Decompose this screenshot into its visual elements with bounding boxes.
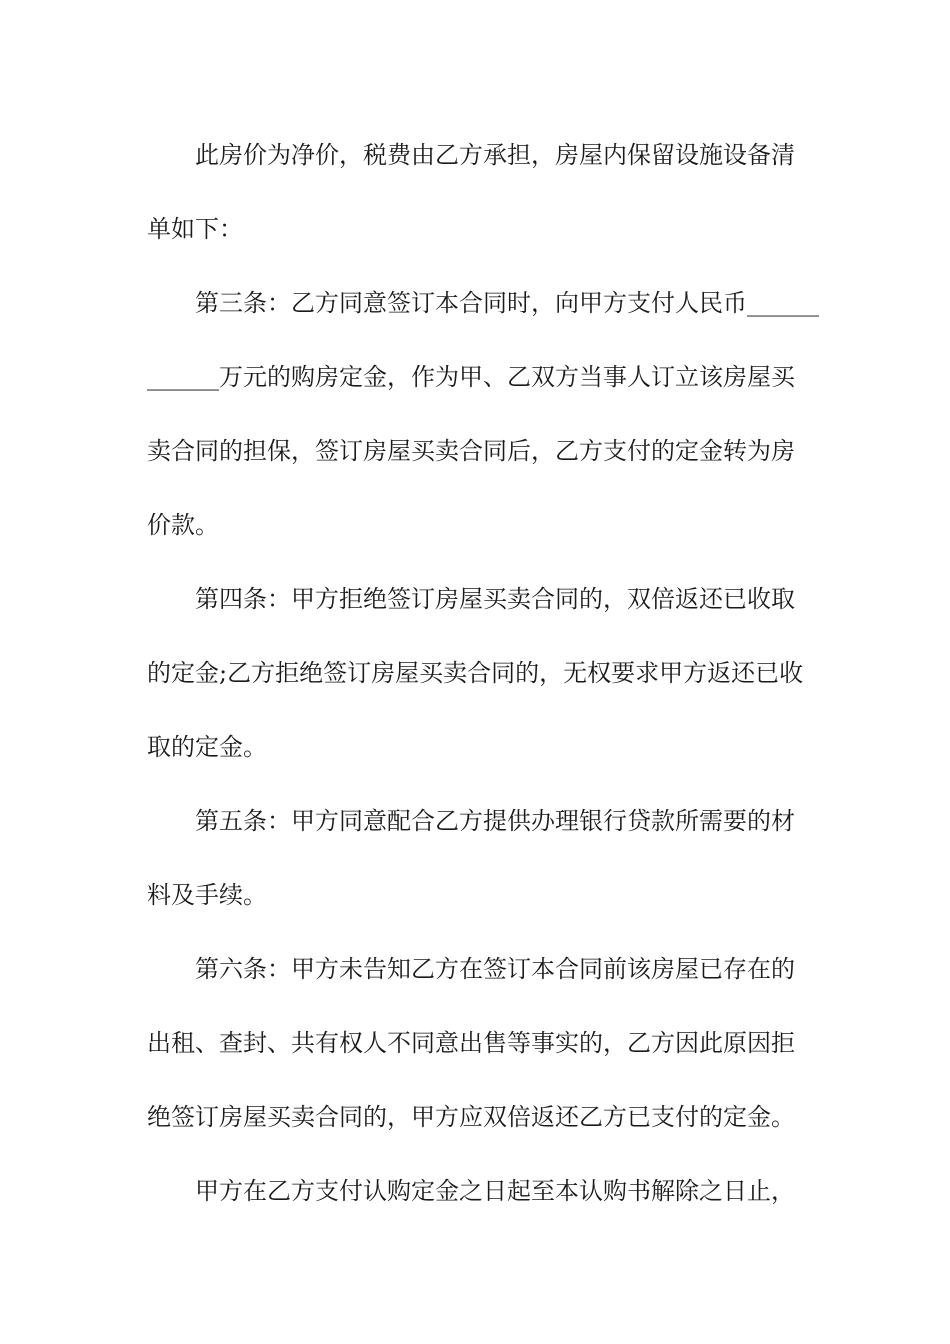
text-line: 第三条：乙方同意签订本合同时，向甲方支付人民币______ [195,289,819,317]
paragraph-article-6 [147,932,807,1154]
text-line: 此房价为净价，税费由乙方承担，房屋内保留设施设备清 [195,141,795,169]
text-line: 甲方在乙方支付认购定金之日起至本认购书解除之日止， [195,1177,795,1205]
text-line: 单如下： [147,215,243,243]
text-line: 绝签订房屋买卖合同的，甲方应双倍返还乙方已支付的定金。 [147,1103,795,1131]
text-line: 料及手续。 [147,881,267,909]
text-line: 出租、查封、共有权人不同意出售等事实的，乙方因此原因拒 [147,1029,795,1057]
paragraph-article-3 [147,266,819,562]
text-line: ______万元的购房定金，作为甲、乙双方当事人订立该房屋买 [147,363,795,391]
text-line: 卖合同的担保，签订房屋买卖合同后，乙方支付的定金转为房 [147,437,795,465]
text-line: 价款。 [147,511,219,539]
text-line: 取的定金。 [147,733,267,761]
document-body [147,118,819,1228]
paragraph-deposit-period [147,1154,807,1228]
paragraph-price-note [147,118,807,266]
text-line: 第六条：甲方未告知乙方在签订本合同前该房屋已存在的 [195,955,795,983]
text-line: 第四条：甲方拒绝签订房屋买卖合同的，双倍返还已收取 [195,585,795,613]
paragraph-article-4 [147,562,807,784]
text-line: 的定金;乙方拒绝签订房屋买卖合同的，无权要求甲方返还已收 [147,659,804,687]
paragraph-article-5 [147,784,807,932]
text-line: 第五条：甲方同意配合乙方提供办理银行贷款所需要的材 [195,807,795,835]
